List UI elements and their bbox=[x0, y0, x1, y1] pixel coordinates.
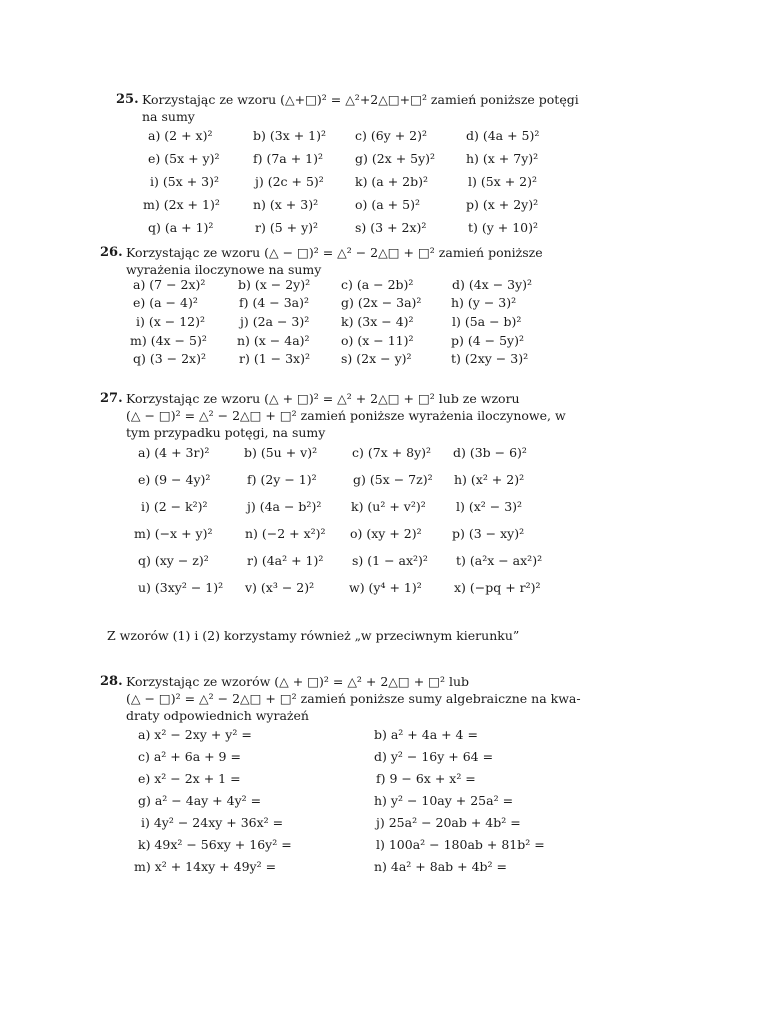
exercise-item: b) (x − 2y)² bbox=[238, 277, 311, 292]
exercise-item: n) (−2 + x²)² bbox=[245, 526, 326, 541]
exercise-item: k) 49x² − 56xy + 16y² = bbox=[138, 837, 292, 852]
exercise-item: m) x² + 14xy + 49y² = bbox=[134, 859, 277, 874]
exercise-item: q) (3 − 2x)² bbox=[133, 351, 206, 366]
exercise-item: o) (a + 5)² bbox=[355, 197, 420, 212]
exercise-item: i) (2 − k²)² bbox=[141, 499, 208, 514]
exercise-item: i) (5x + 3)² bbox=[150, 174, 219, 189]
exercise-item: r) (4a² + 1)² bbox=[247, 553, 324, 568]
exercise-item: l) 100a² − 180ab + 81b² = bbox=[376, 837, 545, 852]
exercise-item: j) 25a² − 20ab + 4b² = bbox=[376, 815, 521, 830]
problem-text-line: Korzystając ze wzoru (△ − □)² = △² − 2△□ + □² zamień poniższe bbox=[126, 245, 543, 260]
exercise-item: t) (2xy − 3)² bbox=[451, 351, 529, 366]
exercise-item: h) (y − 3)² bbox=[451, 295, 517, 310]
exercise-item: l) (x² − 3)² bbox=[456, 499, 523, 514]
exercise-item: u) (3xy² − 1)² bbox=[138, 580, 224, 595]
exercise-item: c) (7x + 8y)² bbox=[352, 445, 432, 460]
exercise-item: e) (9 − 4y)² bbox=[138, 472, 211, 487]
exercise-item: f) (7a + 1)² bbox=[253, 151, 324, 166]
exercise-item: m) (2x + 1)² bbox=[143, 197, 220, 212]
exercise-item: t) (a²x − ax²)² bbox=[456, 553, 543, 568]
exercise-item: e) (5x + y)² bbox=[148, 151, 220, 166]
problem-number: 27. bbox=[100, 391, 123, 406]
exercise-item: h) (x² + 2)² bbox=[454, 472, 525, 487]
exercise-item: f) (2y − 1)² bbox=[247, 472, 317, 487]
exercise-item: t) (y + 10)² bbox=[468, 220, 539, 235]
exercise-item: g) (2x − 3a)² bbox=[341, 295, 422, 310]
exercise-item: p) (4 − 5y)² bbox=[451, 333, 525, 348]
problem-text-line: tym przypadku potęgi, na sumy bbox=[126, 425, 326, 440]
exercise-item: d) (4a + 5)² bbox=[466, 128, 540, 143]
exercise-item: m) (4x − 5)² bbox=[130, 333, 207, 348]
exercise-item: n) (x + 3)² bbox=[253, 197, 319, 212]
exercise-item: i) 4y² − 24xy + 36x² = bbox=[141, 815, 284, 830]
exercise-item: w) (y⁴ + 1)² bbox=[349, 580, 422, 595]
exercise-item: d) (3b − 6)² bbox=[453, 445, 527, 460]
problem-text-line: na sumy bbox=[142, 109, 195, 124]
exercise-item: g) (2x + 5y)² bbox=[355, 151, 436, 166]
problem-text-line: Korzystając ze wzoru (△+□)² = △²+2△□+□² zamień poniższe potęgi bbox=[142, 92, 579, 107]
exercise-item: m) (−x + y)² bbox=[134, 526, 213, 541]
exercise-item: s) (1 − ax²)² bbox=[352, 553, 428, 568]
exercise-item: n) 4a² + 8ab + 4b² = bbox=[374, 859, 507, 874]
exercise-item: s) (3 + 2x)² bbox=[355, 220, 427, 235]
exercise-item: x) (−pq + r²)² bbox=[454, 580, 541, 595]
interlude-text: Z wzorów (1) i (2) korzystamy również „w przeciwnym kierunku” bbox=[107, 628, 520, 643]
exercise-item: a) (4 + 3r)² bbox=[138, 445, 210, 460]
exercise-item: k) (a + 2b)² bbox=[355, 174, 429, 189]
problem-text-line: (△ − □)² = △² − 2△□ + □² zamień poniższe sumy algebraiczne na kwa- bbox=[126, 691, 581, 706]
exercise-item: d) (4x − 3y)² bbox=[452, 277, 533, 292]
exercise-item: o) (xy + 2)² bbox=[350, 526, 422, 541]
exercise-item: d) y² − 16y + 64 = bbox=[374, 749, 494, 764]
exercise-item: l) (5a − b)² bbox=[452, 314, 522, 329]
exercise-item: l) (5x + 2)² bbox=[468, 174, 537, 189]
exercise-item: e) x² − 2x + 1 = bbox=[138, 771, 241, 786]
exercise-item: f) 9 − 6x + x² = bbox=[376, 771, 476, 786]
problem-text-line: (△ − □)² = △² − 2△□ + □² zamień poniższe wyrażenia iloczynowe, w bbox=[126, 408, 566, 423]
exercise-item: s) (2x − y)² bbox=[341, 351, 412, 366]
exercise-item: c) a² + 6a + 9 = bbox=[138, 749, 241, 764]
exercise-item: p) (x + 2y)² bbox=[466, 197, 539, 212]
exercise-item: k) (3x − 4)² bbox=[341, 314, 414, 329]
exercise-item: n) (x − 4a)² bbox=[237, 333, 310, 348]
exercise-item: k) (u² + v²)² bbox=[351, 499, 426, 514]
exercise-item: b) a² + 4a + 4 = bbox=[374, 727, 478, 742]
exercise-item: c) (6y + 2)² bbox=[355, 128, 428, 143]
exercise-item: a) (7 − 2x)² bbox=[133, 277, 206, 292]
problem-text-line: wyrażenia iloczynowe na sumy bbox=[126, 262, 322, 277]
exercise-item: j) (2c + 5)² bbox=[255, 174, 324, 189]
exercise-item: p) (3 − xy)² bbox=[452, 526, 525, 541]
exercise-item: v) (x³ − 2)² bbox=[245, 580, 315, 595]
exercise-item: a) x² − 2xy + y² = bbox=[138, 727, 252, 742]
exercise-item: i) (x − 12)² bbox=[136, 314, 205, 329]
exercise-item: b) (3x + 1)² bbox=[253, 128, 326, 143]
exercise-item: g) (5x − 7z)² bbox=[353, 472, 433, 487]
exercise-item: r) (5 + y)² bbox=[255, 220, 319, 235]
exercise-item: q) (xy − z)² bbox=[138, 553, 209, 568]
exercise-item: o) (x − 11)² bbox=[341, 333, 414, 348]
exercise-item: c) (a − 2b)² bbox=[341, 277, 414, 292]
problem-text-line: draty odpowiednich wyrażeń bbox=[126, 708, 309, 723]
exercise-item: j) (4a − b²)² bbox=[247, 499, 322, 514]
exercise-item: h) y² − 10ay + 25a² = bbox=[374, 793, 514, 808]
exercise-item: a) (2 + x)² bbox=[148, 128, 213, 143]
problem-text-line: Korzystając ze wzorów (△ + □)² = △² + 2△□ + □² lub bbox=[126, 674, 469, 689]
exercise-item: h) (x + 7y)² bbox=[466, 151, 539, 166]
problem-number: 26. bbox=[100, 245, 123, 260]
exercise-item: g) a² − 4ay + 4y² = bbox=[138, 793, 262, 808]
exercise-item: e) (a − 4)² bbox=[133, 295, 198, 310]
exercise-item: f) (4 − 3a)² bbox=[239, 295, 310, 310]
problem-number: 28. bbox=[100, 674, 123, 689]
exercise-item: q) (a + 1)² bbox=[148, 220, 214, 235]
exercise-item: r) (1 − 3x)² bbox=[239, 351, 310, 366]
problem-text-line: Korzystając ze wzoru (△ + □)² = △² + 2△□ + □² lub ze wzoru bbox=[126, 391, 520, 406]
problem-number: 25. bbox=[116, 92, 139, 107]
exercise-item: j) (2a − 3)² bbox=[240, 314, 310, 329]
exercise-item: b) (5u + v)² bbox=[244, 445, 318, 460]
